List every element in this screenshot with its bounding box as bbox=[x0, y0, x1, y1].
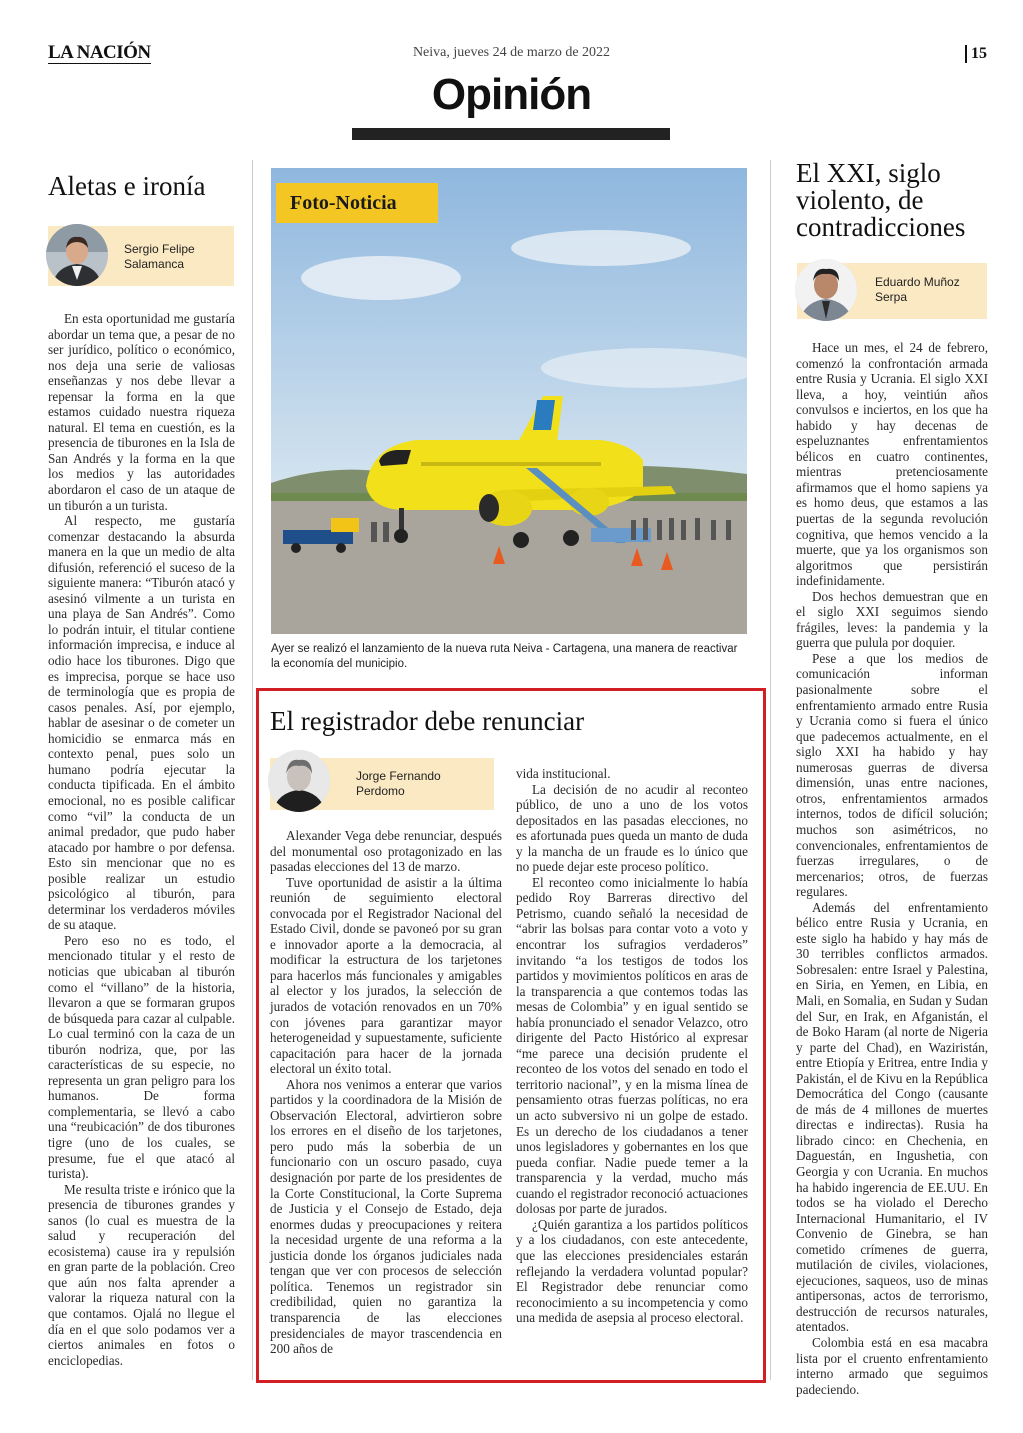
author-photo-icon bbox=[46, 224, 108, 286]
photo-caption: Ayer se realizó el lanzamiento de la nueva ruta Neiva - Cartagena, una manera de reactivar la economía del municipio. bbox=[271, 643, 738, 670]
left-article-body bbox=[48, 311, 235, 1368]
center-article-body-col1 bbox=[270, 828, 502, 1357]
newspaper-logo: LA NACIÓN bbox=[48, 42, 151, 63]
column-divider-right bbox=[770, 160, 771, 1380]
news-photo bbox=[271, 168, 747, 634]
center-article-author-box bbox=[270, 758, 494, 810]
photo-news-tag: Foto-Noticia bbox=[276, 183, 438, 223]
center-article-author-name: Jorge Fernando Perdomo bbox=[356, 769, 441, 798]
paragraph: ¿Quién garantiza a los partidos políticos y a los ciudadanos, con este antecedente, que las elecciones presidenciales estarán reflejando la verdadera voluntad popular? El Registrador debe renunciar como reconocimiento a su incompetencia y como una medida de asepsia al proceso electoral. bbox=[516, 1216, 748, 1326]
right-article-body bbox=[796, 340, 988, 1397]
paragraph: Ahora nos venimos a enterar que varios partidos y la coordinadora de la Misión de Observación Electoral, advirtieron sobre los errores en el diseño de los tarjetones, pero pudo más la soberbia de un funcionario con un oscuro pasado, cuya designación por parte de los presidentes de la Corte Constitucional, la Corte Suprema de Justicia y el Consejo de Estado, deja enormes dudas y preocupaciones y reitera la necesidad urgente de una reforma a la justicia donde los órganos judiciales nada tengan que ver con procesos de selección política. Tenemos un registrador sin credibilidad, quien no garantiza la transparencia de las elecciones presidenciales de mayor trascendencia en 200 años de bbox=[270, 1076, 502, 1357]
paragraph: Además del enfrentamiento bélico entre Rusia y Ucrania, en este siglo ha habido y hay más de 30 terribles conflictos armados. Sobresalen: entre Israel y Palestina, en Siria, en Yemen, en Libia, en Mali, en Somalia, en Sudan y Sudan del Sur, en Irak, en Afganistán, el de Boko Haram (al norte de Nigeria y parte del Chad), en Waziristán, entre Etiopía y Eritrea, entre India y Pakistán, el de Kivu en la República Democrática del Congo (causante de más de 4 millones de muertes directas e indirectas). Rusia ha librado cinco: en Chechenia, en Daguestán, en Ingushetia, con Georgia y con Ucrania. En muchos ha habido ingerencia de EE.UU. En todos se ha violado el Derecho Internacional Humanitario, el IV Convenio de Ginebra, se han cometido crímenes de guerra, mutilación de civiles, violaciones, ejecuciones, saqueos, uso de minas antipersonas, actos de terrorismo, destrucción de recursos naturales, atentados. bbox=[796, 899, 988, 1335]
paragraph: El reconteo como inicialmente lo había pedido Roy Barreras directivo del Petrismo, cuando señaló la necesidad de “abrir las bolsas para contar voto a voto y encontrar los sufragios verdaderos” invitando “a los testigos de todos los partidos y movimientos políticos en aras de la transparencia a que contemos todas las mesas de Colombia” y en igual sentido se había pronunciado el senador Velazco, otro dirigente del Pacto Histórico al expresar “me parece una decisión prudente el reconteo de los votos del senado en todo el territorio nacional”, y en la misma línea de pensamiento otras fuerzas políticas, no era un acto subversivo ni un golpe de estado. Es un derecho de los ciudadanos a tener unos legisladores y gobernantes en los que pueda confiar. Nadie puede temer a la transparencia y la verdad, mucho más cuando el registrador reconoció actuaciones dolosas por parte de jurados. bbox=[516, 874, 748, 1217]
paragraph: Tuve oportunidad de asistir a la última reunión de seguimiento electoral convocada por el Registrador Nacional del Estado Civil, donde se pavoneó por su gran e innovador aporte a la democracia, al modificar la estructura de los tarjetones para hacerlos más funcionales y amigables al elector y los jurados, la selección de jurados de votación renovados en un 70% con jóvenes para garantizar mayor heterogeneidad y supuestamente, suficiente capacitación para hacer de la jornada electoral un éxito total. bbox=[270, 874, 502, 1077]
issue-date: Neiva, jueves 24 de marzo de 2022 bbox=[412, 45, 611, 60]
author-photo-icon bbox=[795, 259, 857, 321]
paragraph: Alexander Vega debe renunciar, después del monumental oso protagonizado en las pasadas elecciones del 13 de marzo. bbox=[270, 828, 502, 875]
page-number: 15 bbox=[965, 45, 987, 63]
paragraph: Me resulta triste e irónico que la presencia de tiburones grandes y sanos (lo cual es muestra de la salud y recuperación del ecosistema) cause ira y repulsión en gran parte de la población. Creo que aún nos falta aprender a valorar la riqueza natural con la que contamos. Ojalá no llegue el día en el que solo podamos ver a ciertos animales en fotos o enciclopedias. bbox=[48, 1181, 235, 1368]
paragraph-continued: vida institucional. bbox=[516, 766, 611, 781]
left-article-title: Aletas e ironía bbox=[48, 171, 206, 201]
author-photo-icon bbox=[268, 750, 330, 812]
right-article-author-name: Eduardo Muñoz Serpa bbox=[875, 275, 960, 304]
paragraph: Dos hechos demuestran que en el siglo XXI seguimos siendo frágiles, leves: la pandemia y la guerra que pulula por doquier. bbox=[796, 588, 988, 651]
paragraph: Colombia está en esa macabra lista por el cruento enfrentamiento interno armado que seguimos padeciendo. bbox=[796, 1335, 988, 1397]
right-article-title: El XXI, siglo violento, de contradicciones bbox=[796, 158, 966, 242]
paragraph: La decisión de no acudir al reconteo público, de uno a uno de los votos depositados en las pasadas elecciones, no es afortunada pues queda un manto de duda y la mancha de un fraude es lo único que no puede dejar este proceso político. bbox=[516, 781, 748, 875]
right-article-author-box bbox=[797, 263, 987, 319]
center-article-title: El registrador debe renunciar bbox=[270, 706, 585, 736]
paragraph: Pese a que los medios de comunicación informan pasionalmente sobre el enfrentamiento armado entre Rusia y Ucrania como si fuera el único que padecemos actualmente, en el siglo XXI ha habido y hay numerosas guerras de diversa dimensión, unas entre naciones, otros, enfrentamientos armados internos, todos de difícil solución; muchos son asimétricos, no convencionales, enfrentamientos de fuerzas irregulares, o de mercenarios; otros, de fuerzas regulares. bbox=[796, 650, 988, 900]
paragraph: Hace un mes, el 24 de febrero, comenzó la confrontación armada entre Rusia y Ucrania. El siglo XXI lleva, a hoy, veintiún años convulsos e inciertos, en los que ha habido y hay decenas de espeluznantes enfrentamientos bélicos en cuatro continentes, mientras pretenciosamente afirmamos que el homo sapiens ya es homo deus, que estamos a las puertas de la segunda revolución cognitiva, que hemos vencido a la muerte, que ya los organismos son algoritmos que persistirán indefinidamente. bbox=[796, 340, 988, 589]
left-article-author-box bbox=[48, 226, 234, 286]
section-title: Opinión bbox=[431, 70, 592, 119]
paragraph: Al respecto, me gustaría comenzar destacando la absurda manera en la que un medio de alta difusión, referenció el suceso de la siguiente manera: “Tiburón atacó y asesinó vilmente a un turista en una playa de San Andrés”. Como lo podrán intuir, el titular contiene información imprecisa, e induce al odio hace los tiburones. Digo que es imprecisa, porque se hace uso de terminología que es propia de casos penales. Así, por ejemplo, hablar de asesinar o de cometer un homicidio se enmarca más en contexto penal, pues solo un humano podría ejecutar la conducta tipificada. En el ámbito emocional, no es posible calificar como “vil” la conducta de un animal predador, que pudo haber atacado por hambre o por defensa. Esto sin mencionar que no es posible realizar un estudio psicológico al tiburón, para determinar los verdaderos móviles de su ataque. bbox=[48, 513, 235, 933]
column-divider-left bbox=[252, 160, 253, 1380]
section-title-bar bbox=[352, 128, 670, 140]
left-article-author-name: Sergio Felipe Salamanca bbox=[124, 242, 195, 271]
paragraph: En esta oportunidad me gustaría abordar un tema que, a pesar de no ser jurídico, político o económico, nos deja una serie de valiosas enseñanzas y nos debe llevar a repensar la forma en la que estamos cuidado nuestra riqueza natural. El tema en cuestión, es la presencia de tiburones en la Isla de San Andrés y la forma en la que los medios y las autoridades abordaron el caso de un ataque de un tiburón a un turista. bbox=[48, 311, 235, 513]
paragraph: Pero eso no es todo, el mencionado titular y el resto de noticias que ubicaban al tiburón como el “villano” de la historia, llevaron a que se formaran grupos de búsqueda para cazar al culpable. Lo cual terminó con la caza de un tiburón nodriza, que, por las características de su especie, no representa un gran peligro para los humanos. De forma complementaria, se llevó a cabo una “reubicación” de dos tiburones tigre (uno de los cuales, se presume, fue el que atacó al turista). bbox=[48, 932, 235, 1182]
center-article-body-col2 bbox=[516, 766, 748, 1326]
